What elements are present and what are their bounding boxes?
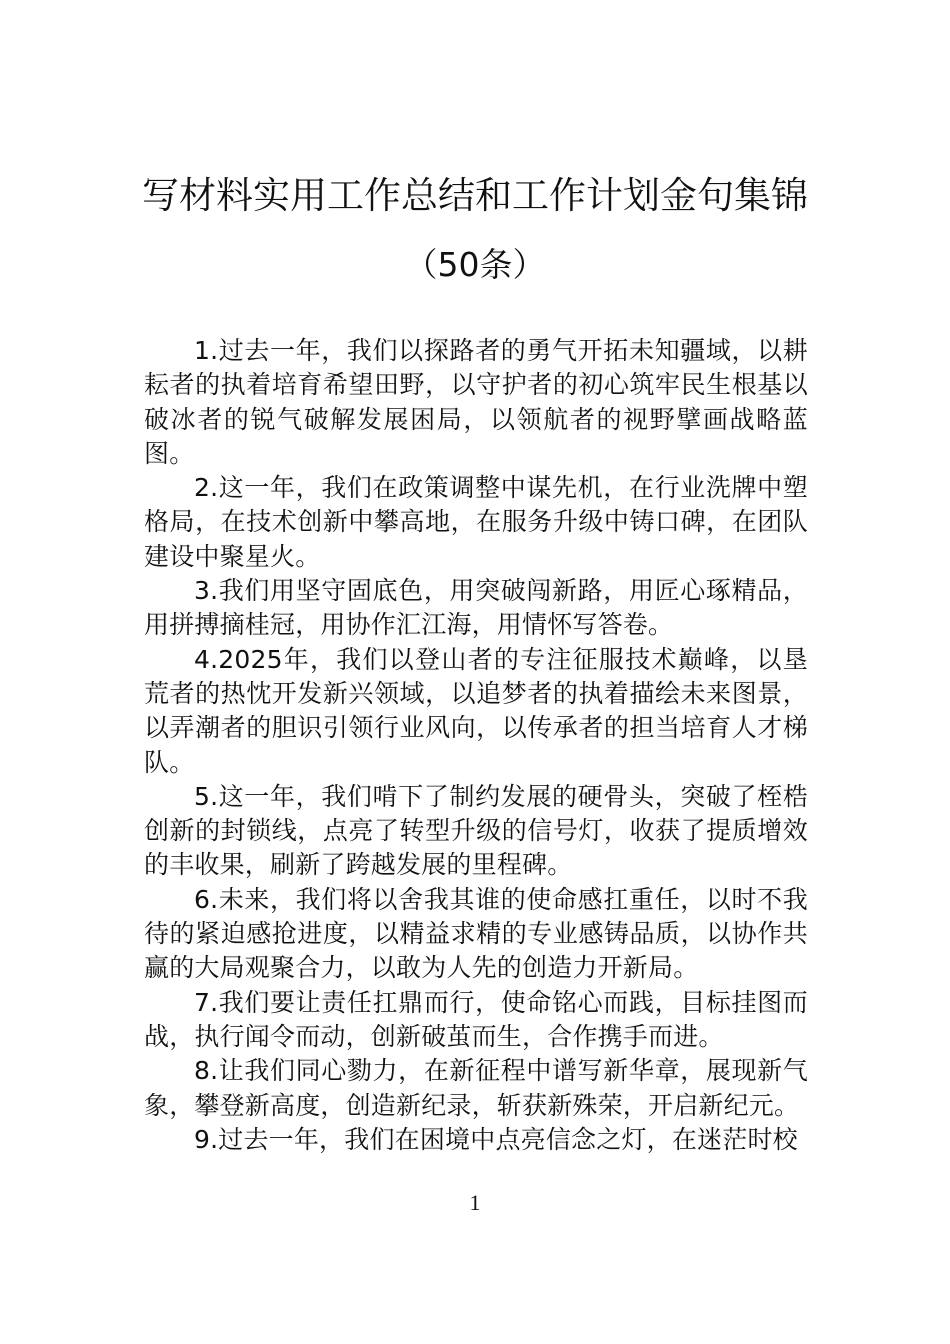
document-title: 写材料实用工作总结和工作计划金句集锦 (142, 174, 808, 217)
paragraph-8: 8.让我们同心勠力，在新征程中谱写新华章，展现新气象，攀登新高度，创造新纪录，斩获新殊荣，开启新纪元。 (144, 1056, 808, 1120)
paragraph-5: 5.这一年，我们啃下了制约发展的硬骨头，突破了桎梏创新的封锁线，点亮了转型升级的信号灯，收获了提质增效的丰收果，刷新了跨越发展的里程碑。 (144, 781, 808, 880)
paragraph-7: 7.我们要让责任扛鼎而行，使命铭心而践，目标挂图而战，执行闻令而动，创新破茧而生，合作携手而进。 (144, 987, 808, 1051)
paragraph-2: 2.这一年，我们在政策调整中谋先机，在行业洗牌中塑格局，在技术创新中攀高地，在服务升级中铸口碑，在团队建设中聚星火。 (144, 473, 808, 571)
paragraph-6: 6.未来，我们将以舍我其谁的使命感扛重任，以时不我待的紧迫感抢进度，以精益求精的专业感铸品质，以协作共赢的大局观聚合力，以敢为人先的创造力开新局。 (144, 884, 808, 983)
paragraph-3: 3.我们用坚守固底色，用突破闯新路，用匠心琢精品，用拼搏摘桂冠，用协作汇江海，用情怀写答卷。 (144, 576, 808, 640)
paragraph-9: 9.过去一年，我们在困境中点亮信念之灯，在迷茫时校 (194, 1124, 798, 1154)
paragraph-1: 1.过去一年，我们以探路者的勇气开拓未知疆域，以耕耘者的执着培育希望田野，以守护者的初心筑牢民生根基以破冰者的锐气破解发展困局，以领航者的视野擘画战略蓝图。 (144, 336, 808, 468)
page-number: 1 (469, 1190, 481, 1215)
document-body (144, 334, 808, 1174)
document-subtitle: （50条） (404, 245, 546, 284)
paragraph-4: 4.2025年，我们以登山者的专注征服技术巅峰，以垦荒者的热忱开发新兴领域，以追梦者的执着描绘未来图景，以弄潮者的胆识引领行业风向，以传承者的担当培育人才梯队。 (144, 644, 808, 777)
